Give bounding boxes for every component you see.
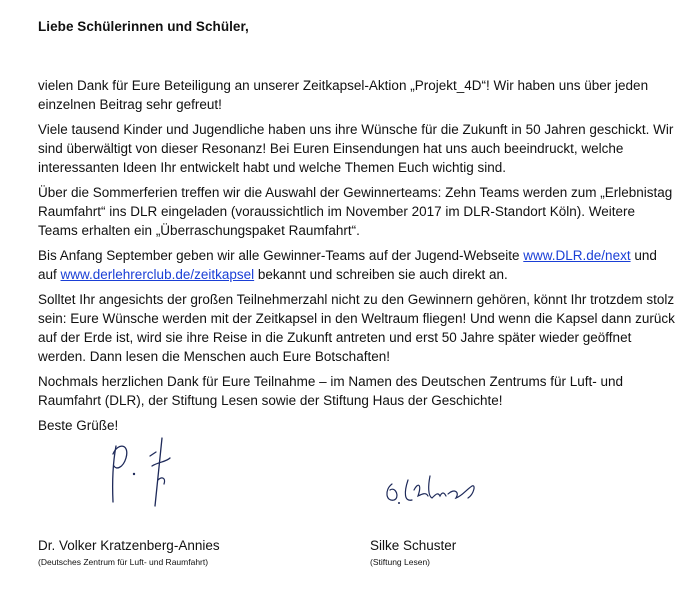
handwritten-signature-schuster [382, 472, 492, 512]
letter-closing: Beste Grüße! [38, 418, 119, 433]
paragraph-final-thanks: Nochmals herzlichen Dank für Eure Teilnahme – im Namen des Deutschen Zentrums für Luft- und Raumfahrt (DLR), der Stiftung Lesen sowie der Stiftung Haus der Geschichte! [38, 374, 624, 408]
signer-organization-right: (Stiftung Lesen) [370, 557, 431, 567]
signer-organization-left: (Deutsches Zentrum für Luft- und Raumfahrt) [38, 557, 209, 567]
letter-greeting: Liebe Schülerinnen und Schüler, [38, 19, 249, 34]
paragraph-response: Viele tausend Kinder und Jugendliche haben uns ihre Wünsche für die Zukunft in 50 Jahren geschickt. Wir sind überwältigt von dieser Resonanz! Bei Euren Einsendungen hat uns auch beeindruckt, welche interessanten Ideen Ihr entwickelt habt und welche Themen Euch wichtig sind. [38, 122, 674, 175]
signer-name-right: Silke Schuster [370, 538, 457, 553]
announcement-text-middle: und auf [38, 248, 657, 282]
announcement-text-end: bekannt und schreiben sie auch direkt an. [254, 267, 508, 282]
paragraph-announcement [38, 246, 678, 284]
paragraph-winner-selection: Über die Sommerferien treffen wir die Auswahl der Gewinnerteams: Zehn Teams werden zum „Erlebnistag Raumfahrt“ ins DLR eingeladen (voraussichtlich im November 2017 im DLR-Standort Köln). Weitere Teams erhalten ein „Überraschungspaket Raumfahrt“. [38, 185, 673, 238]
lehrerclub-zeitkapsel-link[interactable]: www.derlehrerclub.de/zeitkapsel [60, 267, 255, 282]
paragraph-thanks: vielen Dank für Eure Beteiligung an unserer Zeitkapsel-Aktion „Projekt_4D“! Wir haben uns über jeden einzelnen Beitrag sehr gefreut! [38, 78, 649, 112]
handwritten-signature-kratzenberg [98, 432, 208, 512]
letter-body [38, 76, 678, 441]
paragraph-space-flight: Solltet Ihr angesichts der großen Teilnehmerzahl nicht zu den Gewinnern gehören, könnt Ihr trotzdem stolz sein: Eure Wünsche werden mit der Zeitkapsel in den Weltraum fliegen! Und wenn die Kapsel dann zurück auf der Erde ist, wird sie ihre Reise in die Zukunft antreten und erst 50 Jahre später wieder geöffnet werden. Dann lesen die Menschen auch Eure Botschaften! [38, 292, 675, 364]
dlr-next-link[interactable]: www.DLR.de/next [523, 248, 631, 263]
signer-name-left: Dr. Volker Kratzenberg-Annies [38, 538, 220, 553]
announcement-text-start: Bis Anfang September geben wir alle Gewinner-Teams auf der Jugend-Webseite [38, 248, 524, 263]
